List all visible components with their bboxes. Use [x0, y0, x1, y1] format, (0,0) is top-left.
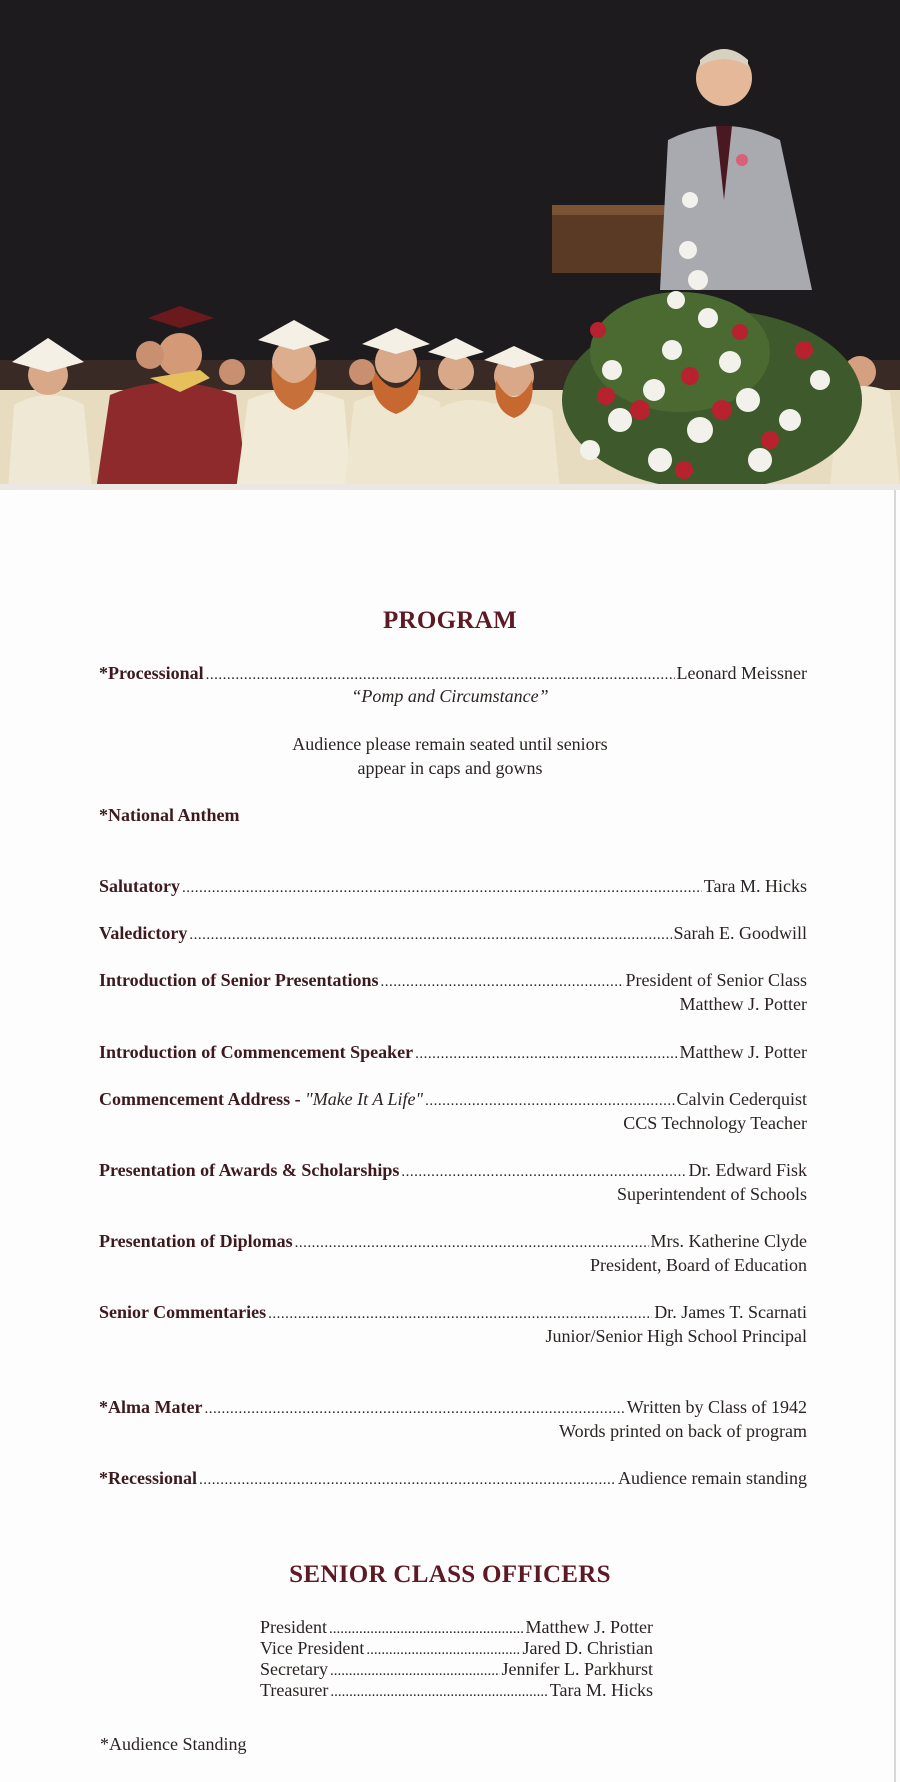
program-row-salutatory — [99, 875, 807, 899]
leader-dots — [206, 664, 675, 686]
officer-role: Secretary — [260, 1659, 328, 1679]
leader-dots — [295, 1232, 649, 1254]
processional-note: “Pomp and Circumstance” — [351, 686, 549, 706]
officer-name: Tara M. Hicks — [549, 1680, 653, 1700]
officer-row — [260, 1617, 653, 1640]
row-label — [99, 1088, 423, 1110]
row-label: Senior Commentaries — [99, 1302, 267, 1322]
leader-dots — [182, 877, 702, 899]
ceremony-photo — [0, 0, 900, 490]
program-row-processional — [99, 662, 807, 686]
leader-dots — [189, 924, 671, 946]
row-value: Tara M. Hicks — [703, 876, 807, 896]
row-value: Audience remain standing — [618, 1468, 807, 1488]
row-subtext: Matthew J. Potter — [679, 994, 807, 1014]
leader-dots — [330, 1682, 547, 1703]
row-value: Leonard Meissner — [676, 663, 807, 683]
program-row-diplomas — [99, 1230, 807, 1254]
row-value: Sarah E. Goodwill — [673, 923, 807, 943]
leader-dots — [415, 1043, 677, 1065]
row-label: *National Anthem — [99, 805, 240, 825]
audience-note-line1: Audience please remain seated until seniors — [292, 734, 608, 754]
program-row-commentaries — [99, 1301, 807, 1325]
row-value: Matthew J. Potter — [679, 1042, 807, 1062]
row-subtext: Superintendent of Schools — [617, 1184, 807, 1204]
officers-title: SENIOR CLASS OFFICERS — [289, 1561, 611, 1588]
program-row-awards — [99, 1159, 807, 1183]
row-value: Calvin Cederquist — [676, 1089, 807, 1109]
audience-standing-footnote: *Audience Standing — [100, 1734, 247, 1754]
leader-dots — [366, 1640, 520, 1661]
program-title: PROGRAM — [382, 607, 518, 634]
row-subtext: President, Board of Education — [590, 1255, 807, 1275]
row-label: Presentation of Awards & Scholarships — [99, 1160, 400, 1180]
audience-note-line2: appear in caps and gowns — [357, 758, 543, 778]
leader-dots — [330, 1661, 500, 1682]
officer-name: Matthew J. Potter — [525, 1617, 653, 1637]
row-label: *Alma Mater — [99, 1397, 203, 1417]
row-value: Dr. James T. Scarnati — [654, 1302, 807, 1322]
row-label: Valedictory — [99, 923, 188, 943]
row-value: Written by Class of 1942 — [626, 1397, 807, 1417]
row-subtext: CCS Technology Teacher — [623, 1113, 807, 1133]
officer-row — [260, 1659, 653, 1682]
row-label: *Recessional — [99, 1468, 197, 1488]
leader-dots — [401, 1161, 686, 1183]
officer-row — [260, 1680, 653, 1703]
leader-dots — [425, 1090, 674, 1112]
row-value: Mrs. Katherine Clyde — [650, 1231, 807, 1251]
row-value: President of Senior Class — [625, 970, 807, 990]
leader-dots — [199, 1469, 616, 1491]
row-subtext: Words printed on back of program — [559, 1421, 807, 1441]
address-label: Commencement Address - — [99, 1089, 306, 1109]
officer-role: Treasurer — [260, 1680, 329, 1700]
leader-dots — [329, 1619, 524, 1640]
row-label: Presentation of Diplomas — [99, 1231, 293, 1251]
row-label: Introduction of Commencement Speaker — [99, 1042, 414, 1062]
row-label: Introduction of Senior Presentations — [99, 970, 379, 990]
program-row-valedictory — [99, 922, 807, 946]
leader-dots — [204, 1398, 624, 1420]
leader-dots — [381, 971, 624, 993]
leader-dots — [268, 1303, 652, 1325]
program-row-national-anthem — [99, 804, 807, 826]
officer-role: President — [260, 1617, 327, 1637]
address-title: "Make It A Life" — [305, 1089, 424, 1109]
program-row-intro-speaker — [99, 1041, 807, 1065]
ceremony-photo-illustration — [0, 0, 900, 490]
program-row-intro-senior — [99, 969, 807, 993]
officer-name: Jared D. Christian — [522, 1638, 653, 1658]
program-row-recessional — [99, 1467, 807, 1491]
row-label: Salutatory — [99, 876, 180, 896]
program-row-address — [99, 1088, 807, 1112]
program-row-alma-mater — [99, 1396, 807, 1420]
officer-name: Jennifer L. Parkhurst — [501, 1659, 653, 1679]
row-value: Dr. Edward Fisk — [688, 1160, 807, 1180]
officer-role: Vice President — [260, 1638, 365, 1658]
row-subtext: Junior/Senior High School Principal — [545, 1326, 807, 1346]
row-label: *Processional — [99, 663, 204, 683]
officer-row — [260, 1638, 653, 1661]
